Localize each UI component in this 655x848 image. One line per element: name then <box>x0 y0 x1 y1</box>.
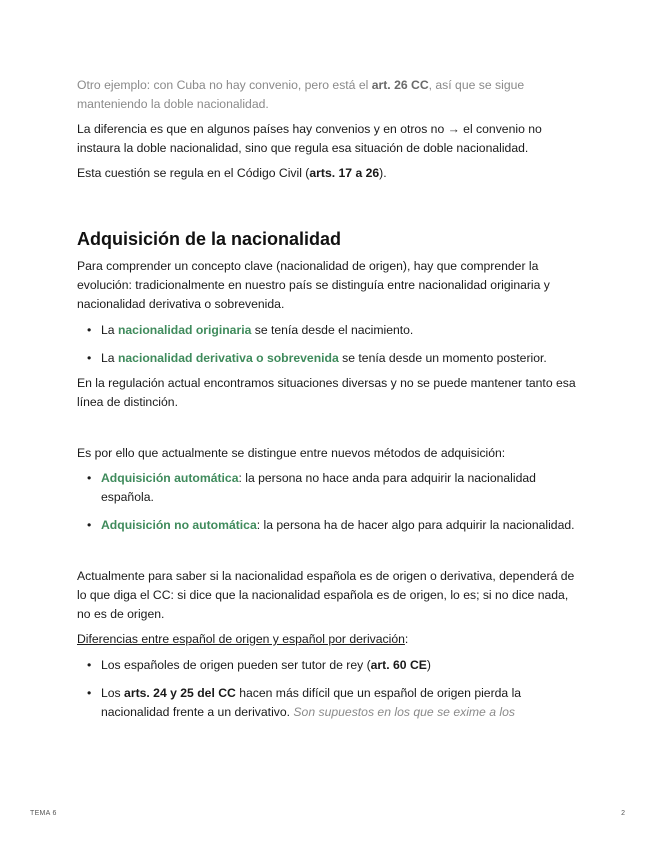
bullet-icon: • <box>87 518 92 532</box>
section-heading: Adquisición de la nacionalidad <box>77 229 342 249</box>
bullet-icon: • <box>87 686 92 700</box>
paragraph-convenios: La diferencia es que en algunos países hay convenios y en otros no → el convenio no instaura la doble nacionalidad, sino que regula esa situación de doble nacionalidad. <box>77 122 542 155</box>
bullet-icon: • <box>87 471 92 485</box>
list-item: • Adquisición no automática: la persona ha de hacer algo para adquirir la nacionalidad. <box>77 516 577 535</box>
list-item: • La nacionalidad derivativa o sobrevenida se tenía desde un momento posterior. <box>77 349 577 368</box>
list-diferencias <box>77 656 577 722</box>
paragraph-actualmente: Actualmente para saber si la nacionalidad española es de origen o derivativa, dependerá de lo que diga el CC: si dice que la nacionalidad española es de origen, lo es; si no dice nada, no es de origen. <box>77 569 575 621</box>
paragraph-regulacion-actual: En la regulación actual encontramos situaciones diversas y no se puede mantener tanto esa línea de distinción. <box>77 376 576 409</box>
bullet-icon: • <box>87 351 92 365</box>
list-item: • Los arts. 24 y 25 del CC hacen más difícil que un español de origen pierda la nacionalidad frente a un derivativo. Son supuestos en los que se exime a los <box>87 686 522 719</box>
bullet-icon: • <box>87 323 92 337</box>
document-page <box>77 76 577 722</box>
list-adquisicion <box>77 469 577 535</box>
bullet-icon: • <box>87 658 92 672</box>
list-item: • Adquisición automática: la persona no hace anda para adquirir la nacionalidad española. <box>87 471 536 504</box>
paragraph-metodos: Es por ello que actualmente se distingue entre nuevos métodos de adquisición: <box>77 446 506 460</box>
list-nacionalidad-tipos <box>77 321 577 368</box>
paragraph-intro: Para comprender un concepto clave (nacionalidad de origen), hay que comprender la evolución: tradicionalmente en nuestro país se distinguía entre nacionalidad originaria y nacionalidad derivativa o sobrevenida. <box>77 259 550 311</box>
paragraph-codigo-civil: Esta cuestión se regula en el Código Civil (arts. 17 a 26). <box>77 166 387 180</box>
list-item: • La nacionalidad originaria se tenía desde el nacimiento. <box>77 321 577 340</box>
list-item: • Los españoles de origen pueden ser tutor de rey (art. 60 CE) <box>77 656 577 675</box>
footer-section-label: TEMA 6 <box>30 810 57 817</box>
paragraph-diferencias: Diferencias entre español de origen y español por derivación: <box>77 632 409 646</box>
paragraph-cuba-example: Otro ejemplo: con Cuba no hay convenio, pero está el art. 26 CC, así que se sigue manteniendo la doble nacionalidad. <box>77 78 525 111</box>
footer-page-number: 2 <box>621 810 625 817</box>
